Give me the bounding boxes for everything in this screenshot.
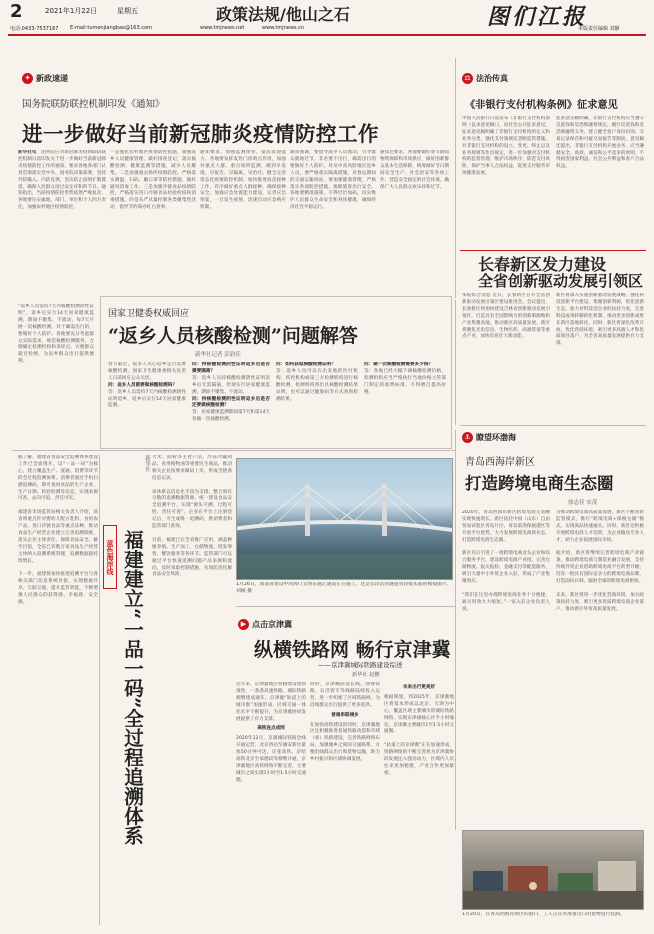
column-label: 法治传真 xyxy=(476,74,508,83)
port-illustration xyxy=(463,831,644,910)
subhead-1: 高铁连点成网 xyxy=(257,726,285,732)
article7-byline: 新华社 赵鹏 xyxy=(352,672,380,678)
scale-icon: ⚖ xyxy=(462,73,473,84)
article6-vertical-tag: 蓝色海岸线 xyxy=(103,525,117,589)
column-label: 瞭望环渤海 xyxy=(476,433,516,442)
dianjing-tag xyxy=(238,619,292,630)
qa-3: 问：持核酸检测阴性证明返乡后是否还要做核酸检测？ xyxy=(192,396,270,409)
masthead xyxy=(0,0,654,40)
dateline: 新华社电 xyxy=(18,150,37,155)
article2-body: 春节临近，很多人关心返乡是否需要核酸检测。国家卫生健康委相关负责人日前回应公众关切。 问：返乡人员都要做核酸检测吗？ 答：返乡人员需持7天内核酸检测阴性证明返乡，返乡后实行14天居家健康监测。 问：持核酸检测阴性证明返乡后是否需要隔离？ 答：返乡人员持核酸检测阴性证明返乡后无需隔离，但须实行居家健康监测，期间不聚集、不流动。 问：持核酸检测阴性证明返乡后是否还要做核酸检测？ 答：居家健康监测期间第7天和第14天各做一次核酸检测。 问：如何获取核酸检测证明？ 答：返乡人员可以在出发地的医疗机构、疾控机构或第三方检测机构进行核酸检测，检测机构将出具核酸检测结果证明，也可以通过健康码等方式查询检测结果。 问：做一次核酸检测需要多少钱？ 答：各地已经大幅下调核酸检测价格，检测机构应当严格执行当地价格主管部门制定的收费标准，不得擅自提高价格。 xyxy=(108,362,446,423)
article7-body: 近年来，京津冀地区铁路建设加快推进，一条条高速铁路、城际铁路相继建成通车，京津冀“轨道上的城市群”加速形成，区域交通一体化水平不断提升，为京津冀协同发展提供了有力支撑。 高铁连点成网 2020年12月，京雄城际铁路全线开通运营，北京西站至雄安新区最快50分钟可达。京张高铁、京哈高铁北京至承德段等相继开通，京津冀地区高铁网络不断完善，主要城市之间实现1小时至1.5小时交通圈。 同时，京津城际延长线、津保铁路、石济客专等线路陆续投入运营，进一步织密了区域铁路网，为沿线群众出行提供了更多选择。 普通串联城乡 在加快高铁建设的同时，京津冀地区还积极推进普通铁路改造和市域（郊）铁路建设，完善铁路网络布局，加强城乡之间的交通联系，方便沿线群众出行和货物运输，助力乡村振兴和区域协调发展。 未来出行更美好 根据规划，到2025年，京津冀地区将基本形成以北京、天津为中心，覆盖区域主要城市的城际铁路网络，实现京津雄核心区半小时通达、京津冀主要城市1至1.5小时交通圈。 “轨道上的京津冀”正在加速形成，铁路网络的不断完善将为京津冀协同发展注入强劲动力，区域内人员往来更加便捷，产业合作更加紧密。 xyxy=(236,682,454,783)
masthead-rule xyxy=(8,34,646,36)
contact-web-2: www.tmjnews.cn xyxy=(262,25,305,31)
article6-vertical-headline: 福建建立“一品一码”全过程追溯体系 xyxy=(121,530,144,845)
column-label: 新政速递 xyxy=(36,74,68,83)
article6-byline: 新华社 xyxy=(144,455,150,472)
train-icon: ▶ xyxy=(238,619,249,630)
qa-5: 问：做一次核酸检测需要多少钱？ xyxy=(364,362,433,367)
fazhi-tag xyxy=(462,73,508,84)
issue-date: 2021年1月22日 xyxy=(45,7,98,15)
contact-phone: 电话:0433-7537167 xyxy=(10,26,59,32)
editor-credit: 本版责任编辑 刘静 xyxy=(578,26,620,32)
page-number: 2 xyxy=(10,1,23,22)
xinzheng-tag xyxy=(22,73,68,84)
article1-headline: 进一步做好当前新冠肺炎疫情防控工作 xyxy=(22,122,379,146)
article1-kicker: 国务院联防联控机制印发《通知》 xyxy=(22,99,165,110)
article4-headline-2: 全省创新驱动发展引领区 xyxy=(478,272,644,290)
article4-body: 本报综合消息 近日，长春新区召开全省创新驱动发展引领区建设推进会。会议提出，长春新区将加快建设吉林省创新驱动发展引领区，打造具有全国影响力的创新策源地和产业集聚高地，推动新区高质量发展。新区将聚焦光电信息、生物医药、高端装备等重点产业，加快培育壮大新动能。 新区将深入实施创新驱动发展战略，强化科技创新平台建设，集聚创新资源，优化创新生态，加大对科技型企业的扶持力度，完善科技成果转移转化机制，推动更多创新成果在新区落地转化。同时，新区将深化改革开放，优化营商环境，吸引更多高端人才和优质项目落户，为全省高质量发展提供有力支撑。 xyxy=(462,293,644,347)
column-label: 点击京津冀 xyxy=(252,620,292,629)
port-caption: 1月20日，在青岛西海岸新区的港口，工人正在对准备出口的货物进行装卸。 xyxy=(462,912,625,917)
article3-body: 中国人民银行日前发布《非银行支付机构条例（征求意见稿）》，向社会公开征求意见。征求意见稿明确了非银行支付机构的定义和业务分类，强化支付领域反垄断监管措施，对非银行支付机构的设立、变更、终止以及业务规则等作出规定，进一步加强对支付机构的监督管理，维护市场秩序，防范支付风险，保护当事人合法权益，促进支付服务市场健康发展。 征求意见稿明确，非银行支付机构应当遵守反洗钱和反恐怖融资规定，履行反洗钱和反恐怖融资义务，建立健全客户身份识别、交易记录保存和可疑交易报告等制度。意见稿还提出，非银行支付机构开展业务，应当遵循安全、高效、诚信和公平竞争的原则，不得损害国家利益、社会公共利益和客户合法权益。 xyxy=(462,116,644,177)
qa-2: 问：持核酸检测阴性证明返乡后是否需要隔离？ xyxy=(192,362,270,374)
contact-email: E-mail:tumenjiangbao@163.com xyxy=(70,25,152,31)
article2-kicker: 国家卫健委权威回应 xyxy=(108,309,190,319)
qa-1: 问：返乡人员都要做核酸检测吗？ xyxy=(108,382,177,388)
article2-headline: “返乡人员核酸检测”问题解答 xyxy=(108,325,358,347)
article7-subhead: ——京津冀城际铁路建设综述 xyxy=(318,661,403,669)
article1-continuation: “返乡人员需持7天内核酸检测阴性证明”，返乡后实行14天居家健康监测，期间不聚集、不流动，每7天开展一次核酸检测。对于确需出行的，要做好个人防护。各地要充分考虑群众实际需求，规范核酸检测服务，合理确定检测机构和采样点，方便群众就近检测，为返乡群众出行提供便利。 xyxy=(18,304,94,365)
bohai-tag xyxy=(462,432,516,443)
qa-4: 问：如何获取核酸检测证明？ xyxy=(276,362,336,367)
subhead-2: 普通串联城乡 xyxy=(331,712,359,718)
bridge-photo xyxy=(236,458,453,580)
article4-headline-1: 长春新区发力建设 xyxy=(478,255,607,274)
article6-text-left: 据了解，福建省食品安全追溯体系建设工作已全面推开，以“一品一码”为核心，建立覆盖生产、流通、消费等环节的全过程追溯体系。消费者通过手机扫描追溯码，即可查询食品的生产企业、生产日期、检验检测等信息，实现来源可查、去向可追、责任可究。 福建省市场监管局相关负责人介绍，该省将重点针对婴幼儿配方乳粉、食用农产品、进口冷链食品等重点品种，推动食品生产经营企业建立完善追溯制度，落实企业主体责任，保障食品安全。截至目前，全省已有数万家食品生产经营主体纳入追溯系统管理，追溯数据量持续增长。 下一步，福建将加快推进追溯平台与各相关部门信息系统对接，实现数据共享、互联互通，提升监管效能，不断增强人民群众的获得感、幸福感、安全感。 xyxy=(18,455,98,606)
article7-headline: 纵横铁路网 畅行京津冀 xyxy=(254,639,451,661)
flag-icon: ✦ xyxy=(22,73,33,84)
article5-headline: 打造跨境电商生态圈 xyxy=(465,474,614,493)
article6-text-right: 大米、面粉等主食产品，冷冻冷藏肉品，食用植物油等重要民生商品，推动相关企业按要求赋码上市，形成全链条信息记录。 该体系以信息化手段为支撑，整合原有分散的追溯数据资源，统一建设食品安全追溯平台，实现“源头可溯、过程可控、责任可查”。企业在平台上注册登记后，可生成唯一追溯码，供消费者和监管部门查询。 目前，福建已在全省推广应用，涵盖种植养殖、生产加工、仓储物流、批发零售、餐饮服务等各环节。监管部门可以通过平台快速追溯问题产品来源和流向，及时采取控制措施，有效防范化解食品安全风险。 xyxy=(152,455,232,578)
masthead-logo: 图们江报 xyxy=(487,4,588,30)
article2-byline: 新华社记者 彭韵佳 xyxy=(195,352,241,358)
article5-kicker: 青岛西海岸新区 xyxy=(465,457,535,468)
contact-web: www.tmjnews.net xyxy=(200,25,245,31)
anchor-icon: ⚓ xyxy=(462,432,473,443)
article3-headline: 《非银行支付机构条例》征求意见 xyxy=(465,99,618,111)
issue-weekday: 星期五 xyxy=(117,7,138,15)
port-photo xyxy=(462,830,644,910)
section-title: 政策法规/他山之石 xyxy=(216,5,350,24)
subhead-3: 未来出行更美好 xyxy=(402,685,436,690)
bridge-illustration xyxy=(237,459,453,580)
bridge-caption: 1月26日，海南省建设中的海口文明东越江通道正在施工，这是首段沉管隧道管段接头面的模拟图片。刘刚 摄 xyxy=(236,582,452,594)
article1-body: 新华社电 国务院应对新冠肺炎疫情联防联控机制日前印发关于进一步做好当前新冠肺炎疫情防控工作的通知，要求各地各部门认真贯彻落实党中央、国务院决策部署，坚持外防输入、内防反弹，坚决防止疫情扩散蔓延，确保人民群众度过安定祥和的节日。通知指出，当前疫情防控形势依然严峻复杂，各地要压实属地、部门、单位和个人四方责任，加强农村地区疫情防控。 一是强化农村地区疫情防控措施，加强返乡人员健康管理，做好排查登记，落实核酸检测、健康监测等措施，减少人员聚集。二是加强重点场所疫情防控，严格落实测温、扫码、戴口罩等防控措施，做好通风消毒工作。三是加强冷链食品疫情防控，严格落实进口冷链食品检验检疫和消毒措施。四是从严从紧控制各类聚集性活动，倡导节约简办红白喜事。 通知要求，加强监测预警，提高发现能力。各地要发挥发热门诊哨点作用，加强对重点人群、重点场所监测，做到早发现、早报告、早隔离、早治疗。健全完善常态化疫情防控机制，加快推进疫苗接种工作，有序做好重点人群接种，确保接种安全。加强应急处置能力建设，完善应急预案，一旦发生疫情，迅速启动应急响应机制。 通知强调，要倡导减少人员流动，引导群众就地过节，非必要不出行，确需出行的要做好个人防护。对从中高风险地区返乡人员，要严格落实隔离措施。对春运期间的交通运输场站，要加强健康管理，严格落实各项防控措施，保障旅客出行安全。各地要精准施策，不得层层加码，切实维护人民群众生命安全和身体健康，确保经济社会平稳运行。 通知还要求，各地要做好春节期间物资保障和市场供应，做好困难群众基本生活保障，统筹做好节日期间安全生产、社会治安等各项工作，营造安全稳定的社会环境，确保广大人民群众欢乐祥和过节。 xyxy=(18,150,449,211)
article5-body: 2020年，青岛西海岸新区跨境电商交易额实现快速增长。新区依托中国（山东）自由贸易试验区青岛片区、青岛前湾保税港区等开放平台优势，大力发展跨境电商新业态，打造跨境电商生态圈。 新区先后引进了一批跨境电商龙头企业和综合服务平台，建设跨境电商产业园，完善仓储物流、报关报检、金融支付等配套服务，吸引大量中小外贸企业入驻，形成了产业集聚效应。 “我们在这里办理跨境电商业务十分便捷，通关时效大大缩短。”一家入驻企业负责人说。 为推动跨境电商高质量发展，新区不断创新监管模式，推行“跨境电商+保税仓储”模式，实现商品快速通关。同时，新区还积极开展跨境电商人才培训，为企业输送专业人才，助力企业拓展国际市场。 据介绍，新区将继续完善跨境电商产业链条，推动跨境电商与制造业融合发展，支持传统外贸企业借助跨境电商平台转型升级，培育一批具有国际竞争力的跨境电商品牌，打造面向日韩、辐射全球的跨境电商枢纽。 未来，新区将进一步优化营商环境，加大政策扶持力度，吸引更多优质跨境电商企业落户，推动新区外贸高质量发展。 xyxy=(462,510,644,612)
article5-byline: 徐志佳 宋茂 xyxy=(568,500,598,506)
